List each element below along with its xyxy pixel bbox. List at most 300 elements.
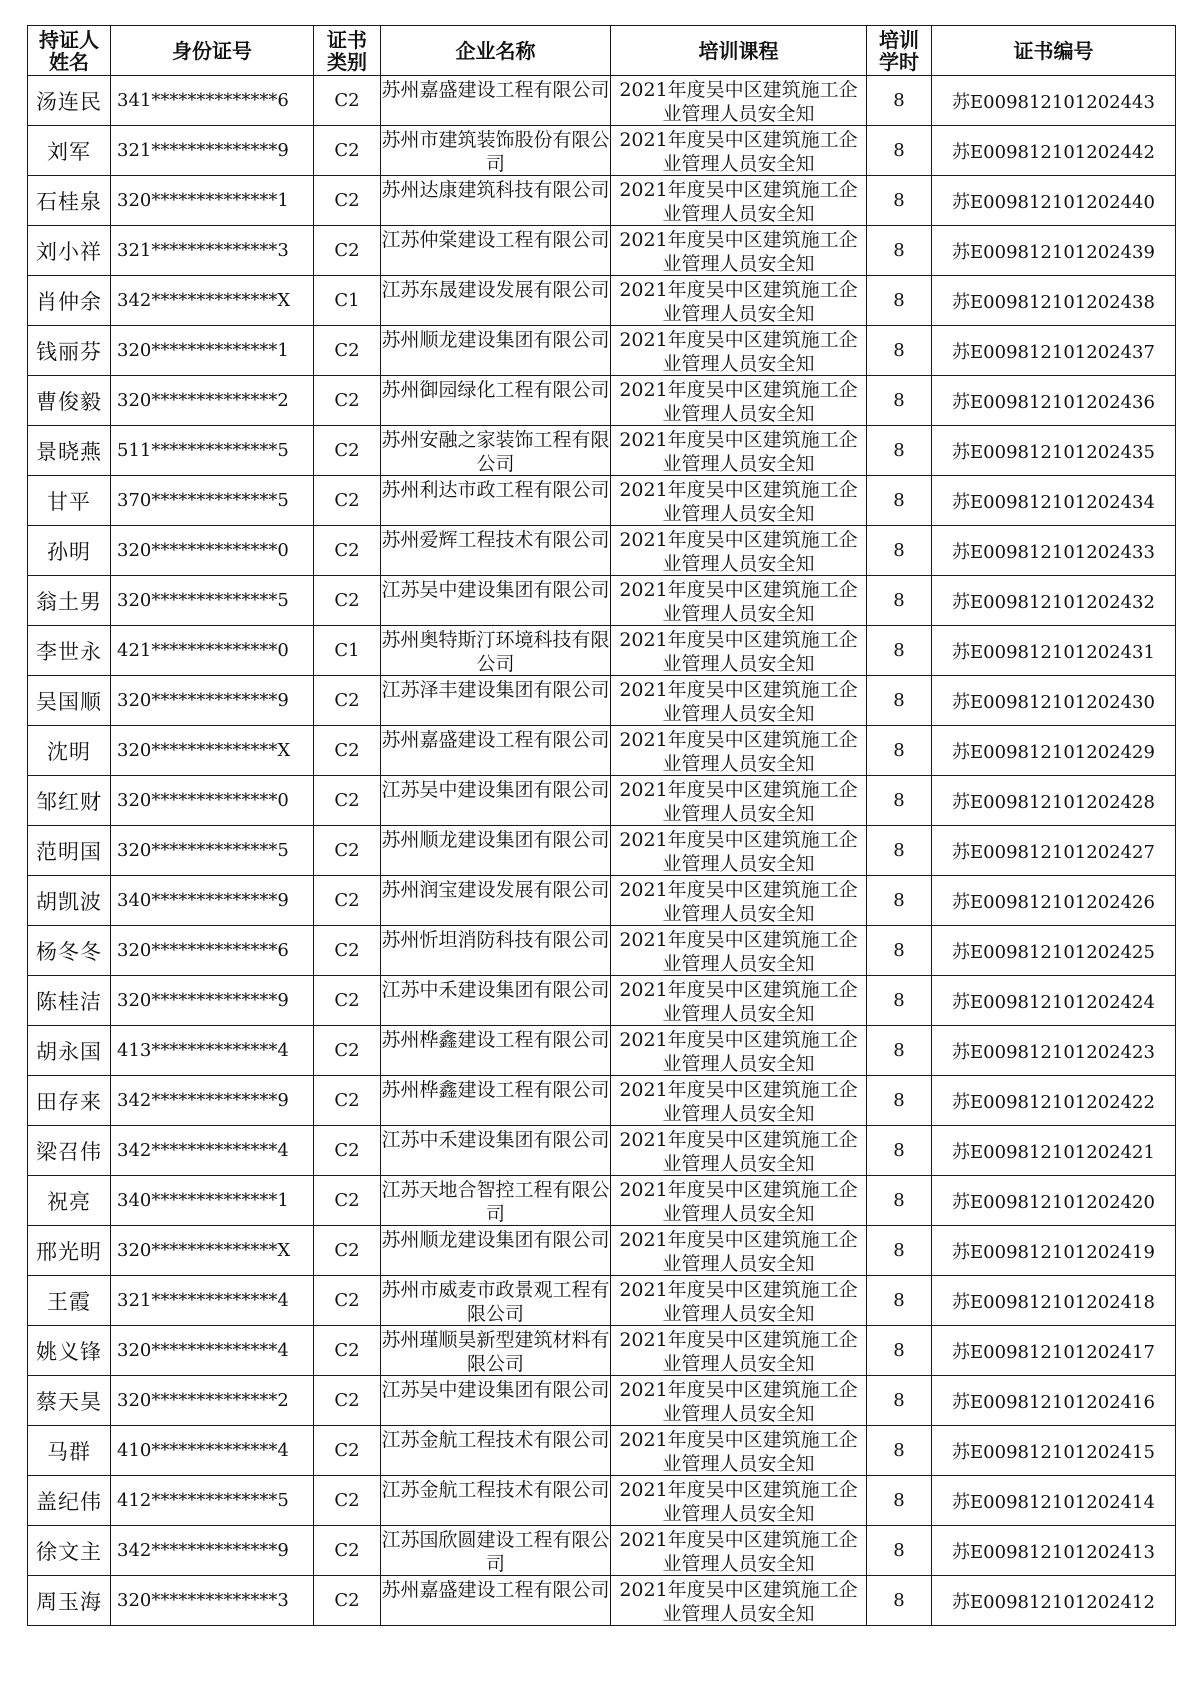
cell-holder-name: 范明国 [28, 826, 111, 876]
cell-company-text: 苏州嘉盛建设工程有限公司 [381, 79, 610, 101]
cell-cert-number: 苏E009812101202419 [932, 1226, 1176, 1276]
cell-cert-number: 苏E009812101202428 [932, 776, 1176, 826]
cell-company-text: 江苏吴中建设集团有限公司 [381, 1379, 610, 1401]
cell-id-number: 320**************0 [111, 526, 314, 576]
cell-cert-number: 苏E009812101202427 [932, 826, 1176, 876]
cell-course [611, 726, 867, 776]
cell-id-number: 421**************0 [111, 626, 314, 676]
table-row [28, 1326, 1176, 1376]
cell-hours: 8 [867, 1476, 932, 1526]
cell-cert-number: 苏E009812101202424 [932, 976, 1176, 1026]
table-row [28, 626, 1176, 676]
cell-company [381, 426, 611, 476]
cell-cert-type: C2 [314, 1226, 381, 1276]
cell-hours: 8 [867, 76, 932, 126]
cell-course-text: 2021年度吴中区建筑施工企业管理人员安全知 [619, 1479, 858, 1524]
cell-cert-type: C2 [314, 126, 381, 176]
cell-holder-name: 蔡天昊 [28, 1376, 111, 1426]
cell-course-text: 2021年度吴中区建筑施工企业管理人员安全知 [619, 679, 858, 724]
table-row [28, 1376, 1176, 1426]
cell-company-text: 苏州达康建筑科技有限公司 [381, 179, 610, 201]
cell-course [611, 1576, 867, 1626]
cell-holder-name: 田存来 [28, 1076, 111, 1126]
cell-company [381, 1226, 611, 1276]
cell-holder-name: 徐文主 [28, 1526, 111, 1576]
cell-course-text: 2021年度吴中区建筑施工企业管理人员安全知 [619, 1129, 858, 1174]
cell-holder-name: 胡永国 [28, 1026, 111, 1076]
cell-company-text: 江苏泽丰建设集团有限公司 [381, 679, 610, 701]
cell-id-number: 320**************0 [111, 776, 314, 826]
table-row [28, 1426, 1176, 1476]
cell-cert-number: 苏E009812101202436 [932, 376, 1176, 426]
cell-hours: 8 [867, 126, 932, 176]
cell-course-text: 2021年度吴中区建筑施工企业管理人员安全知 [619, 629, 858, 674]
cell-holder-name: 陈桂洁 [28, 976, 111, 1026]
cell-course [611, 1276, 867, 1326]
cell-company-text: 江苏仲棠建设工程有限公司 [381, 229, 610, 251]
table-row [28, 526, 1176, 576]
cell-course-text: 2021年度吴中区建筑施工企业管理人员安全知 [619, 1529, 858, 1574]
cell-hours: 8 [867, 726, 932, 776]
cell-cert-number: 苏E009812101202438 [932, 276, 1176, 326]
cell-hours: 8 [867, 626, 932, 676]
cell-id-number: 412**************5 [111, 1476, 314, 1526]
certificate-table [27, 25, 1176, 1626]
table-row [28, 1176, 1176, 1226]
cell-course [611, 1326, 867, 1376]
table-row [28, 776, 1176, 826]
cell-id-number: 320**************9 [111, 676, 314, 726]
cell-company [381, 1276, 611, 1326]
table-row [28, 126, 1176, 176]
cell-company [381, 476, 611, 526]
cell-id-number: 320**************6 [111, 926, 314, 976]
cell-company-text: 江苏天地合智控工程有限公司 [381, 1179, 610, 1224]
cell-cert-number: 苏E009812101202442 [932, 126, 1176, 176]
cell-course-text: 2021年度吴中区建筑施工企业管理人员安全知 [619, 929, 858, 974]
cell-company-text: 江苏中禾建设集团有限公司 [381, 979, 610, 1001]
cell-cert-type: C2 [314, 176, 381, 226]
table-row [28, 1276, 1176, 1326]
cell-cert-type: C2 [314, 1526, 381, 1576]
cell-id-number: 342**************4 [111, 1126, 314, 1176]
table-row [28, 476, 1176, 526]
cell-cert-number: 苏E009812101202434 [932, 476, 1176, 526]
cell-course [611, 1176, 867, 1226]
cell-id-number: 320**************4 [111, 1326, 314, 1376]
cell-company [381, 1326, 611, 1376]
cell-course [611, 76, 867, 126]
cell-company-text: 苏州润宝建设发展有限公司 [381, 879, 610, 901]
cell-id-number: 341**************6 [111, 76, 314, 126]
cell-holder-name: 钱丽芬 [28, 326, 111, 376]
cell-company-text: 苏州顺龙建设集团有限公司 [381, 1229, 610, 1251]
col-header-holder-name: 持证人姓名 [28, 26, 111, 76]
cell-cert-type: C2 [314, 726, 381, 776]
cell-company-text: 苏州奥特斯汀环境科技有限公司 [381, 629, 610, 674]
cell-course-text: 2021年度吴中区建筑施工企业管理人员安全知 [619, 1179, 858, 1224]
cell-company [381, 1426, 611, 1476]
table-row [28, 726, 1176, 776]
cell-cert-number: 苏E009812101202418 [932, 1276, 1176, 1326]
cell-id-number: 320**************2 [111, 376, 314, 426]
cell-company [381, 926, 611, 976]
table-row [28, 1076, 1176, 1126]
cell-company [381, 1576, 611, 1626]
cell-company [381, 726, 611, 776]
cell-company [381, 826, 611, 876]
table-row [28, 1526, 1176, 1576]
cell-id-number: 340**************1 [111, 1176, 314, 1226]
cell-course-text: 2021年度吴中区建筑施工企业管理人员安全知 [619, 479, 858, 524]
cell-id-number: 320**************5 [111, 826, 314, 876]
cell-hours: 8 [867, 876, 932, 926]
table-row [28, 876, 1176, 926]
cell-holder-name: 马群 [28, 1426, 111, 1476]
cell-course [611, 776, 867, 826]
cell-company [381, 1476, 611, 1526]
cell-holder-name: 邢光明 [28, 1226, 111, 1276]
cell-company-text: 江苏金航工程技术有限公司 [381, 1479, 610, 1501]
col-header-course: 培训课程 [611, 26, 867, 76]
cell-cert-type: C2 [314, 1426, 381, 1476]
cell-company-text: 苏州顺龙建设集团有限公司 [381, 329, 610, 351]
table-row [28, 176, 1176, 226]
cell-company-text: 苏州瑾顺昊新型建筑材料有限公司 [381, 1329, 610, 1374]
cell-course [611, 926, 867, 976]
cell-company [381, 176, 611, 226]
cell-cert-number: 苏E009812101202439 [932, 226, 1176, 276]
cell-company-text: 苏州嘉盛建设工程有限公司 [381, 729, 610, 751]
cell-course [611, 476, 867, 526]
cell-holder-name: 邹红财 [28, 776, 111, 826]
cell-cert-number: 苏E009812101202415 [932, 1426, 1176, 1476]
cell-course-text: 2021年度吴中区建筑施工企业管理人员安全知 [619, 1429, 858, 1474]
cell-hours: 8 [867, 1226, 932, 1276]
cell-holder-name: 沈明 [28, 726, 111, 776]
cell-cert-number: 苏E009812101202423 [932, 1026, 1176, 1076]
cell-holder-name: 姚义锋 [28, 1326, 111, 1376]
table-row [28, 226, 1176, 276]
cell-cert-type: C2 [314, 876, 381, 926]
cell-company-text: 苏州市威麦市政景观工程有限公司 [381, 1279, 610, 1324]
cell-company [381, 876, 611, 926]
cell-company [381, 376, 611, 426]
cell-hours: 8 [867, 926, 932, 976]
cell-company-text: 江苏金航工程技术有限公司 [381, 1429, 610, 1451]
cell-holder-name: 吴国顺 [28, 676, 111, 726]
cell-hours: 8 [867, 426, 932, 476]
cell-company-text: 江苏东晟建设发展有限公司 [381, 279, 610, 301]
cell-course [611, 1076, 867, 1126]
cell-course [611, 626, 867, 676]
cell-id-number: 320**************1 [111, 176, 314, 226]
cell-cert-number: 苏E009812101202413 [932, 1526, 1176, 1576]
cell-cert-type: C2 [314, 1326, 381, 1376]
cell-cert-type: C2 [314, 1576, 381, 1626]
cell-cert-type: C2 [314, 976, 381, 1026]
cell-cert-number: 苏E009812101202437 [932, 326, 1176, 376]
cell-id-number: 321**************3 [111, 226, 314, 276]
cell-company-text: 苏州安融之家装饰工程有限公司 [381, 429, 610, 474]
cell-course [611, 326, 867, 376]
cell-course-text: 2021年度吴中区建筑施工企业管理人员安全知 [619, 979, 858, 1024]
cell-cert-type: C2 [314, 526, 381, 576]
cell-course [611, 1226, 867, 1276]
cell-cert-type: C2 [314, 1026, 381, 1076]
cell-company [381, 1176, 611, 1226]
cell-hours: 8 [867, 176, 932, 226]
cell-course-text: 2021年度吴中区建筑施工企业管理人员安全知 [619, 1079, 858, 1124]
cell-course-text: 2021年度吴中区建筑施工企业管理人员安全知 [619, 229, 858, 274]
col-header-id-number: 身份证号 [111, 26, 314, 76]
cell-holder-name: 李世永 [28, 626, 111, 676]
cell-hours: 8 [867, 1426, 932, 1476]
cell-company-text: 苏州桦鑫建设工程有限公司 [381, 1029, 610, 1051]
cell-id-number: 320**************1 [111, 326, 314, 376]
table-row [28, 976, 1176, 1026]
cell-hours: 8 [867, 526, 932, 576]
cell-cert-number: 苏E009812101202420 [932, 1176, 1176, 1226]
cell-id-number: 370**************5 [111, 476, 314, 526]
cell-course-text: 2021年度吴中区建筑施工企业管理人员安全知 [619, 1279, 858, 1324]
cell-cert-number: 苏E009812101202432 [932, 576, 1176, 626]
cell-id-number: 320**************3 [111, 1576, 314, 1626]
cell-course [611, 976, 867, 1026]
cell-holder-name: 曹俊毅 [28, 376, 111, 426]
cell-course-text: 2021年度吴中区建筑施工企业管理人员安全知 [619, 1379, 858, 1424]
cell-cert-number: 苏E009812101202422 [932, 1076, 1176, 1126]
cell-holder-name: 盖纪伟 [28, 1476, 111, 1526]
table-row [28, 276, 1176, 326]
cell-hours: 8 [867, 1026, 932, 1076]
header-row [28, 26, 1176, 76]
cell-company [381, 1376, 611, 1426]
cell-id-number: 320**************X [111, 1226, 314, 1276]
cell-course-text: 2021年度吴中区建筑施工企业管理人员安全知 [619, 579, 858, 624]
cell-company-text: 江苏吴中建设集团有限公司 [381, 579, 610, 601]
cell-cert-number: 苏E009812101202416 [932, 1376, 1176, 1426]
cell-cert-number: 苏E009812101202425 [932, 926, 1176, 976]
table-row [28, 1126, 1176, 1176]
col-header-cert-type: 证书类别 [314, 26, 381, 76]
cell-holder-name: 刘军 [28, 126, 111, 176]
cell-hours: 8 [867, 226, 932, 276]
cell-course-text: 2021年度吴中区建筑施工企业管理人员安全知 [619, 1229, 858, 1274]
cell-cert-number: 苏E009812101202440 [932, 176, 1176, 226]
cell-id-number: 321**************4 [111, 1276, 314, 1326]
table-row [28, 1576, 1176, 1626]
cell-cert-type: C2 [314, 76, 381, 126]
table-row [28, 576, 1176, 626]
cell-cert-type: C2 [314, 1376, 381, 1426]
cell-hours: 8 [867, 326, 932, 376]
cell-cert-type: C2 [314, 476, 381, 526]
cell-id-number: 320**************2 [111, 1376, 314, 1426]
cell-course-text: 2021年度吴中区建筑施工企业管理人员安全知 [619, 1029, 858, 1074]
cell-company-text: 苏州忻坦消防科技有限公司 [381, 929, 610, 951]
cell-company [381, 1076, 611, 1126]
cell-course-text: 2021年度吴中区建筑施工企业管理人员安全知 [619, 179, 858, 224]
cell-cert-type: C2 [314, 776, 381, 826]
cell-cert-type: C2 [314, 1476, 381, 1526]
cell-course-text: 2021年度吴中区建筑施工企业管理人员安全知 [619, 829, 858, 874]
cell-cert-type: C2 [314, 576, 381, 626]
cell-hours: 8 [867, 1376, 932, 1426]
cell-cert-type: C1 [314, 626, 381, 676]
cell-cert-number: 苏E009812101202412 [932, 1576, 1176, 1626]
cell-cert-type: C2 [314, 226, 381, 276]
cell-id-number: 413**************4 [111, 1026, 314, 1076]
table-row [28, 376, 1176, 426]
cell-company [381, 1026, 611, 1076]
cell-cert-type: C2 [314, 1176, 381, 1226]
cell-hours: 8 [867, 576, 932, 626]
cell-course [611, 1426, 867, 1476]
cell-id-number: 511**************5 [111, 426, 314, 476]
cell-holder-name: 肖仲余 [28, 276, 111, 326]
cell-hours: 8 [867, 1126, 932, 1176]
cell-course [611, 876, 867, 926]
cell-cert-type: C2 [314, 826, 381, 876]
cell-hours: 8 [867, 826, 932, 876]
cell-id-number: 321**************9 [111, 126, 314, 176]
cell-course-text: 2021年度吴中区建筑施工企业管理人员安全知 [619, 779, 858, 824]
table-row [28, 1226, 1176, 1276]
col-header-hours: 培训学时 [867, 26, 932, 76]
cell-holder-name: 祝亮 [28, 1176, 111, 1226]
cell-course [611, 376, 867, 426]
cell-course [611, 126, 867, 176]
cell-cert-number: 苏E009812101202435 [932, 426, 1176, 476]
table-row [28, 76, 1176, 126]
cell-course-text: 2021年度吴中区建筑施工企业管理人员安全知 [619, 279, 858, 324]
cell-course [611, 176, 867, 226]
cell-course-text: 2021年度吴中区建筑施工企业管理人员安全知 [619, 429, 858, 474]
cell-holder-name: 翁土男 [28, 576, 111, 626]
cell-course-text: 2021年度吴中区建筑施工企业管理人员安全知 [619, 379, 858, 424]
cell-course-text: 2021年度吴中区建筑施工企业管理人员安全知 [619, 729, 858, 774]
table-row [28, 426, 1176, 476]
cell-cert-type: C2 [314, 1126, 381, 1176]
cell-cert-type: C2 [314, 1076, 381, 1126]
cell-cert-number: 苏E009812101202443 [932, 76, 1176, 126]
cell-holder-name: 王霞 [28, 1276, 111, 1326]
cell-cert-type: C2 [314, 926, 381, 976]
cell-company-text: 江苏国欣圆建设工程有限公司 [381, 1529, 610, 1574]
cell-cert-number: 苏E009812101202433 [932, 526, 1176, 576]
cell-company [381, 576, 611, 626]
cell-company-text: 苏州顺龙建设集团有限公司 [381, 829, 610, 851]
cell-id-number: 320**************5 [111, 576, 314, 626]
col-header-company: 企业名称 [381, 26, 611, 76]
cell-company-text: 江苏中禾建设集团有限公司 [381, 1129, 610, 1151]
cell-hours: 8 [867, 1276, 932, 1326]
cell-course [611, 1526, 867, 1576]
cell-company [381, 126, 611, 176]
cell-hours: 8 [867, 676, 932, 726]
cell-course [611, 826, 867, 876]
cell-hours: 8 [867, 976, 932, 1026]
cell-company [381, 226, 611, 276]
cell-cert-number: 苏E009812101202429 [932, 726, 1176, 776]
cell-company [381, 76, 611, 126]
cell-cert-type: C2 [314, 426, 381, 476]
cell-course-text: 2021年度吴中区建筑施工企业管理人员安全知 [619, 79, 858, 124]
cell-holder-name: 胡凯波 [28, 876, 111, 926]
cell-holder-name: 石桂泉 [28, 176, 111, 226]
table-header [28, 26, 1176, 76]
cell-company-text: 苏州爱辉工程技术有限公司 [381, 529, 610, 551]
cell-hours: 8 [867, 1076, 932, 1126]
cell-id-number: 320**************9 [111, 976, 314, 1026]
cell-company [381, 776, 611, 826]
cell-course [611, 276, 867, 326]
cell-company [381, 626, 611, 676]
cell-id-number: 410**************4 [111, 1426, 314, 1476]
cell-course [611, 226, 867, 276]
cell-hours: 8 [867, 1526, 932, 1576]
table-row [28, 1026, 1176, 1076]
cell-company-text: 江苏吴中建设集团有限公司 [381, 779, 610, 801]
cell-company-text: 苏州市建筑装饰股份有限公司 [381, 129, 610, 174]
cell-course [611, 1026, 867, 1076]
table-row [28, 326, 1176, 376]
cell-company [381, 276, 611, 326]
cell-course [611, 576, 867, 626]
cell-company-text: 苏州御园绿化工程有限公司 [381, 379, 610, 401]
cell-course [611, 1376, 867, 1426]
cell-company [381, 1526, 611, 1576]
cell-course [611, 1126, 867, 1176]
table-row [28, 1476, 1176, 1526]
cell-course-text: 2021年度吴中区建筑施工企业管理人员安全知 [619, 1579, 858, 1624]
table-row [28, 676, 1176, 726]
cell-course [611, 526, 867, 576]
cell-course-text: 2021年度吴中区建筑施工企业管理人员安全知 [619, 1329, 858, 1374]
cell-holder-name: 孙明 [28, 526, 111, 576]
cell-company [381, 526, 611, 576]
cell-holder-name: 甘平 [28, 476, 111, 526]
cell-company [381, 1126, 611, 1176]
cell-company-text: 苏州嘉盛建设工程有限公司 [381, 1579, 610, 1601]
cell-cert-number: 苏E009812101202417 [932, 1326, 1176, 1376]
cell-hours: 8 [867, 376, 932, 426]
cell-id-number: 340**************9 [111, 876, 314, 926]
cell-company [381, 326, 611, 376]
cell-cert-number: 苏E009812101202431 [932, 626, 1176, 676]
cell-cert-type: C2 [314, 1276, 381, 1326]
cell-holder-name: 刘小祥 [28, 226, 111, 276]
cell-id-number: 342**************9 [111, 1526, 314, 1576]
table-body [28, 76, 1176, 1626]
cell-hours: 8 [867, 476, 932, 526]
cell-company [381, 676, 611, 726]
cell-cert-number: 苏E009812101202414 [932, 1476, 1176, 1526]
cell-id-number: 320**************X [111, 726, 314, 776]
cell-cert-type: C2 [314, 326, 381, 376]
cell-company-text: 苏州利达市政工程有限公司 [381, 479, 610, 501]
cell-holder-name: 景晓燕 [28, 426, 111, 476]
cell-hours: 8 [867, 776, 932, 826]
cell-holder-name: 汤连民 [28, 76, 111, 126]
cell-cert-type: C2 [314, 376, 381, 426]
cell-course-text: 2021年度吴中区建筑施工企业管理人员安全知 [619, 329, 858, 374]
cell-course-text: 2021年度吴中区建筑施工企业管理人员安全知 [619, 879, 858, 924]
cell-holder-name: 周玉海 [28, 1576, 111, 1626]
cell-hours: 8 [867, 1176, 932, 1226]
cell-cert-type: C2 [314, 676, 381, 726]
